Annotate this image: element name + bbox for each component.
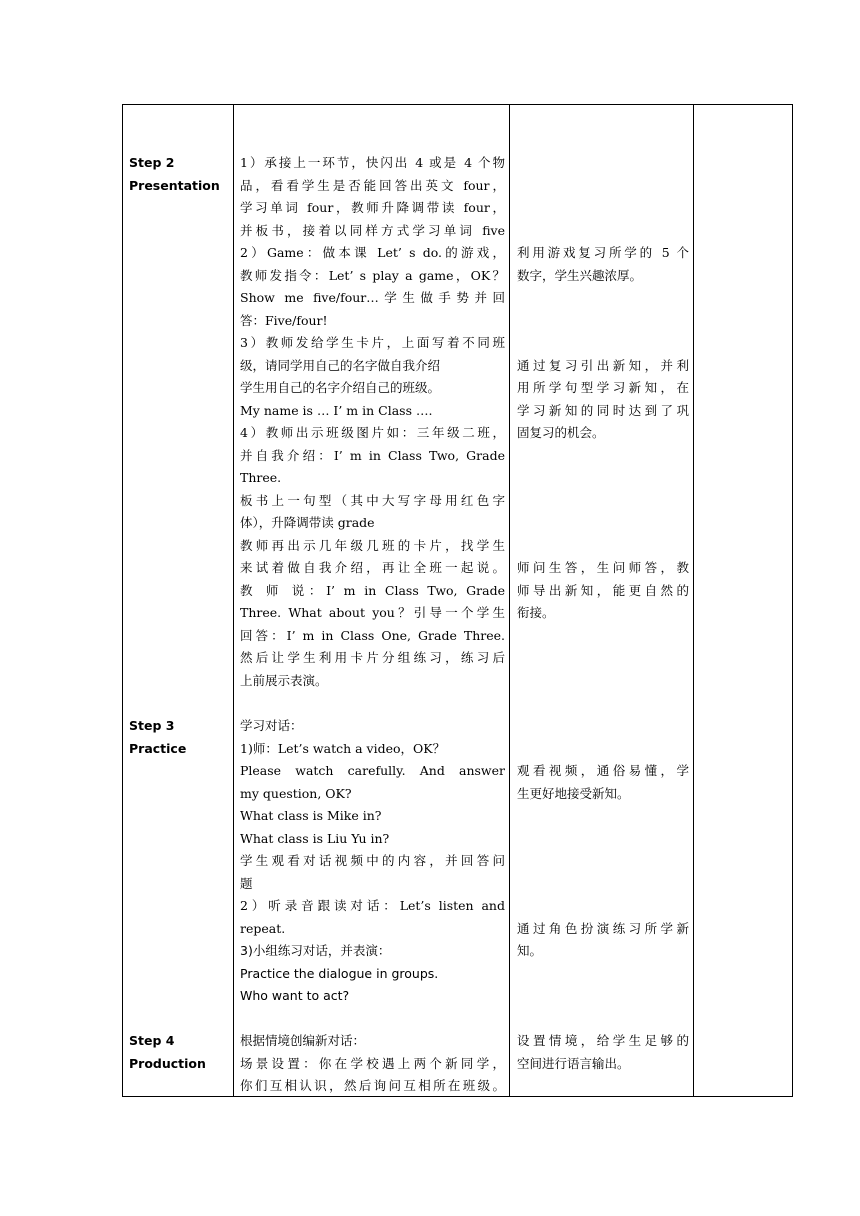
activity-line: 场景设置：你在学校遇上两个新同学， — [240, 1056, 505, 1071]
note-line: 空间进行语言输出。 — [517, 1056, 630, 1071]
step-title: Practice — [129, 741, 187, 756]
step-label: Step 4 — [129, 1033, 175, 1048]
note-line: 利用游戏复习所学的 5 个 — [517, 245, 689, 260]
activity-line: 2）Game：做本课 Let’ s do.的游戏， — [240, 245, 505, 260]
column-divider — [509, 105, 510, 1096]
activity-line: 教 师 说：I’ m in Class Two, Grade — [240, 583, 505, 598]
activity-line: Three. — [240, 470, 282, 485]
note-line: 数字，学生兴趣浓厚。 — [517, 268, 643, 283]
activity-line: 来试着做自我介绍，再让全班一起说。 — [240, 560, 505, 575]
activity-line: 体），升降调带读 grade — [240, 515, 375, 530]
step-label: Step 3 — [129, 718, 175, 733]
activity-line: repeat. — [240, 921, 286, 936]
step-title: Production — [129, 1056, 206, 1071]
activity-line: 并自我介绍：I’ m in Class Two, Grade — [240, 448, 505, 463]
activity-line: What class is Mike in? — [240, 808, 382, 823]
note-line: 通过角色扮演练习所学新 — [517, 921, 689, 936]
activity-line: 你们互相认识，然后询问互相所在班级。 — [240, 1078, 505, 1093]
activity-line: 教师发指令：Let’ s play a game，OK？ — [240, 268, 505, 283]
activity-line: 然后让学生利用卡片分组练习，练习后 — [240, 650, 505, 665]
column-divider — [233, 105, 234, 1096]
note-line: 固复习的机会。 — [517, 425, 605, 440]
activity-line: Who want to act? — [240, 988, 350, 1003]
activity-line: Show me five/four…学生做手势并回 — [240, 290, 505, 305]
activity-line: 根据情境创编新对话： — [240, 1033, 366, 1048]
activity-line: 4）教师出示班级图片如：三年级二班， — [240, 425, 505, 440]
note-line: 知。 — [517, 943, 543, 958]
activity-line: 3)小组练习对话，并表演： — [240, 943, 391, 958]
step-title: Presentation — [129, 178, 220, 193]
activity-line: 题 — [240, 876, 253, 891]
activity-line: 教师再出示几年级几班的卡片，找学生 — [240, 538, 505, 553]
note-line: 学习新知的同时达到了巩 — [517, 403, 689, 418]
activity-line: 回答：I’ m in Class One, Grade Three. — [240, 628, 505, 643]
activity-line: 级，请同学用自己的名字做自我介绍 — [240, 358, 441, 373]
note-line: 师问生答，生问师答，教 — [517, 560, 689, 575]
step-label: Step 2 — [129, 155, 175, 170]
note-line: 通过复习引出新知，并利 — [517, 358, 689, 373]
activity-line: 答：Five/four! — [240, 313, 328, 328]
note-line: 师导出新知，能更自然的 — [517, 583, 689, 598]
activity-line: 2）听录音跟读对话：Let’s listen and — [240, 898, 505, 913]
note-line: 生更好地接受新知。 — [517, 786, 630, 801]
activity-line: 学生观看对话视频中的内容，并回答问 — [240, 853, 505, 868]
activity-line: my question, OK? — [240, 786, 352, 801]
activity-line: 3）教师发给学生卡片，上面写着不同班 — [240, 335, 505, 350]
activity-line: 学习对话： — [240, 718, 303, 733]
activity-line: 板书上一句型（其中大写字母用红色字 — [240, 493, 505, 508]
note-line: 观看视频，通俗易懂，学 — [517, 763, 689, 778]
column-divider — [693, 105, 694, 1096]
activity-line: 1)师：Let’s watch a video，OK？ — [240, 741, 446, 756]
note-line: 用所学句型学习新知，在 — [517, 380, 689, 395]
activity-line: 上前展示表演。 — [240, 673, 328, 688]
activity-line: 并板书，接着以同样方式学习单词 five — [240, 223, 505, 238]
activity-line: 品，看看学生是否能回答出英文 four， — [240, 178, 505, 193]
note-line: 衔接。 — [517, 605, 555, 620]
activity-line: 学生用自己的名字介绍自己的班级。 — [240, 380, 441, 395]
activity-line: Please watch carefully. And answer — [240, 763, 505, 778]
lesson-plan-table — [122, 104, 793, 1097]
activity-line: 学习单词 four，教师升降调带读 four， — [240, 200, 505, 215]
note-line: 设置情境，给学生足够的 — [517, 1033, 689, 1048]
activity-line: What class is Liu Yu in? — [240, 831, 390, 846]
activity-line: My name is … I’ m in Class …. — [240, 403, 433, 418]
activity-line: 1）承接上一环节，快闪出 4 或是 4 个物 — [240, 155, 505, 170]
activity-line: Three. What about you？引导一个学生 — [240, 605, 505, 620]
activity-line: Practice the dialogue in groups. — [240, 966, 439, 981]
